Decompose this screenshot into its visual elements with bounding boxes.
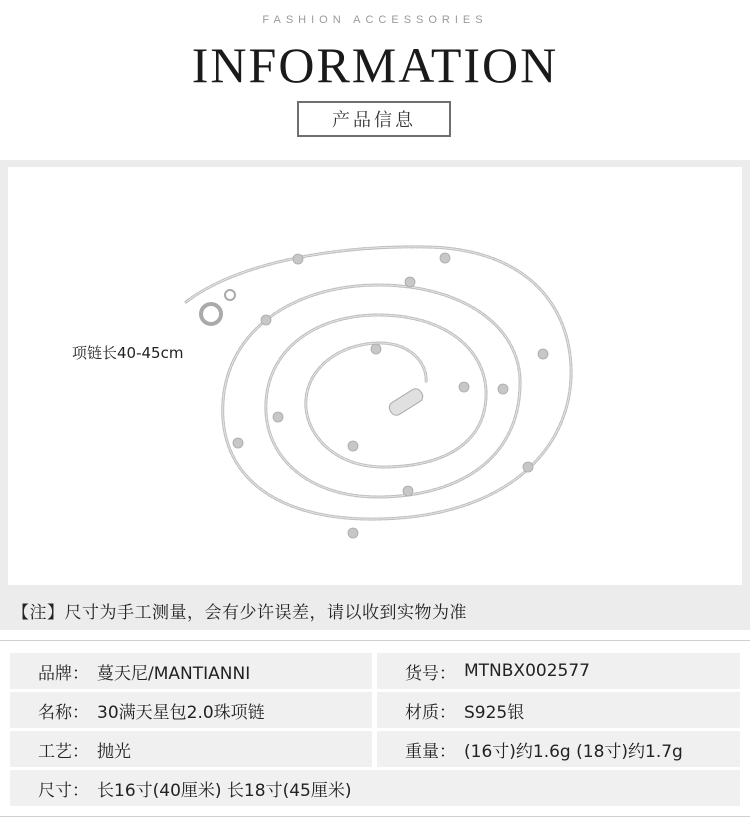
- spec-brand: [10, 653, 372, 689]
- spec-craft: [10, 731, 372, 767]
- spec-label: 重量：: [405, 741, 456, 762]
- spec-value: S925银: [464, 702, 525, 723]
- spec-label: 工艺：: [38, 741, 89, 762]
- spec-value: MTNBX002577: [464, 661, 590, 681]
- section-title-box: [297, 101, 451, 137]
- spec-label: 货号：: [405, 663, 456, 684]
- divider: [0, 640, 750, 641]
- spec-label: 名称：: [38, 702, 89, 723]
- measurement-note: 【注】尺寸为手工测量，会有少许误差，请以收到实物为准: [12, 603, 467, 623]
- necklace-length-label: 项链长40-45cm: [72, 344, 184, 362]
- spec-material: [377, 692, 740, 728]
- spec-name: [10, 692, 372, 728]
- header-kicker: FASHION ACCESSORIES: [262, 14, 488, 26]
- divider: [0, 816, 750, 817]
- spec-value: 30满天星包2.0珠项链: [97, 702, 265, 723]
- necklace-illustration: [8, 167, 742, 585]
- tag-icon: [387, 387, 425, 418]
- clasp-icon: [201, 290, 235, 324]
- spec-label: 材质：: [405, 702, 456, 723]
- spec-weight: [377, 731, 740, 767]
- spec-item-number: [377, 653, 740, 689]
- page-title: INFORMATION: [191, 37, 559, 93]
- spec-size: [10, 770, 740, 806]
- product-photo: [8, 167, 742, 585]
- spec-value: (16寸)约1.6g (18寸)约1.7g: [464, 741, 683, 762]
- spec-value: 蔓天尼/MANTIANNI: [97, 663, 251, 684]
- section-title: 产品信息: [332, 110, 416, 131]
- spec-label: 尺寸：: [38, 780, 89, 801]
- spec-value: 抛光: [97, 741, 131, 762]
- spec-value: 长16寸(40厘米) 长18寸(45厘米): [97, 780, 352, 801]
- spec-label: 品牌：: [38, 663, 89, 684]
